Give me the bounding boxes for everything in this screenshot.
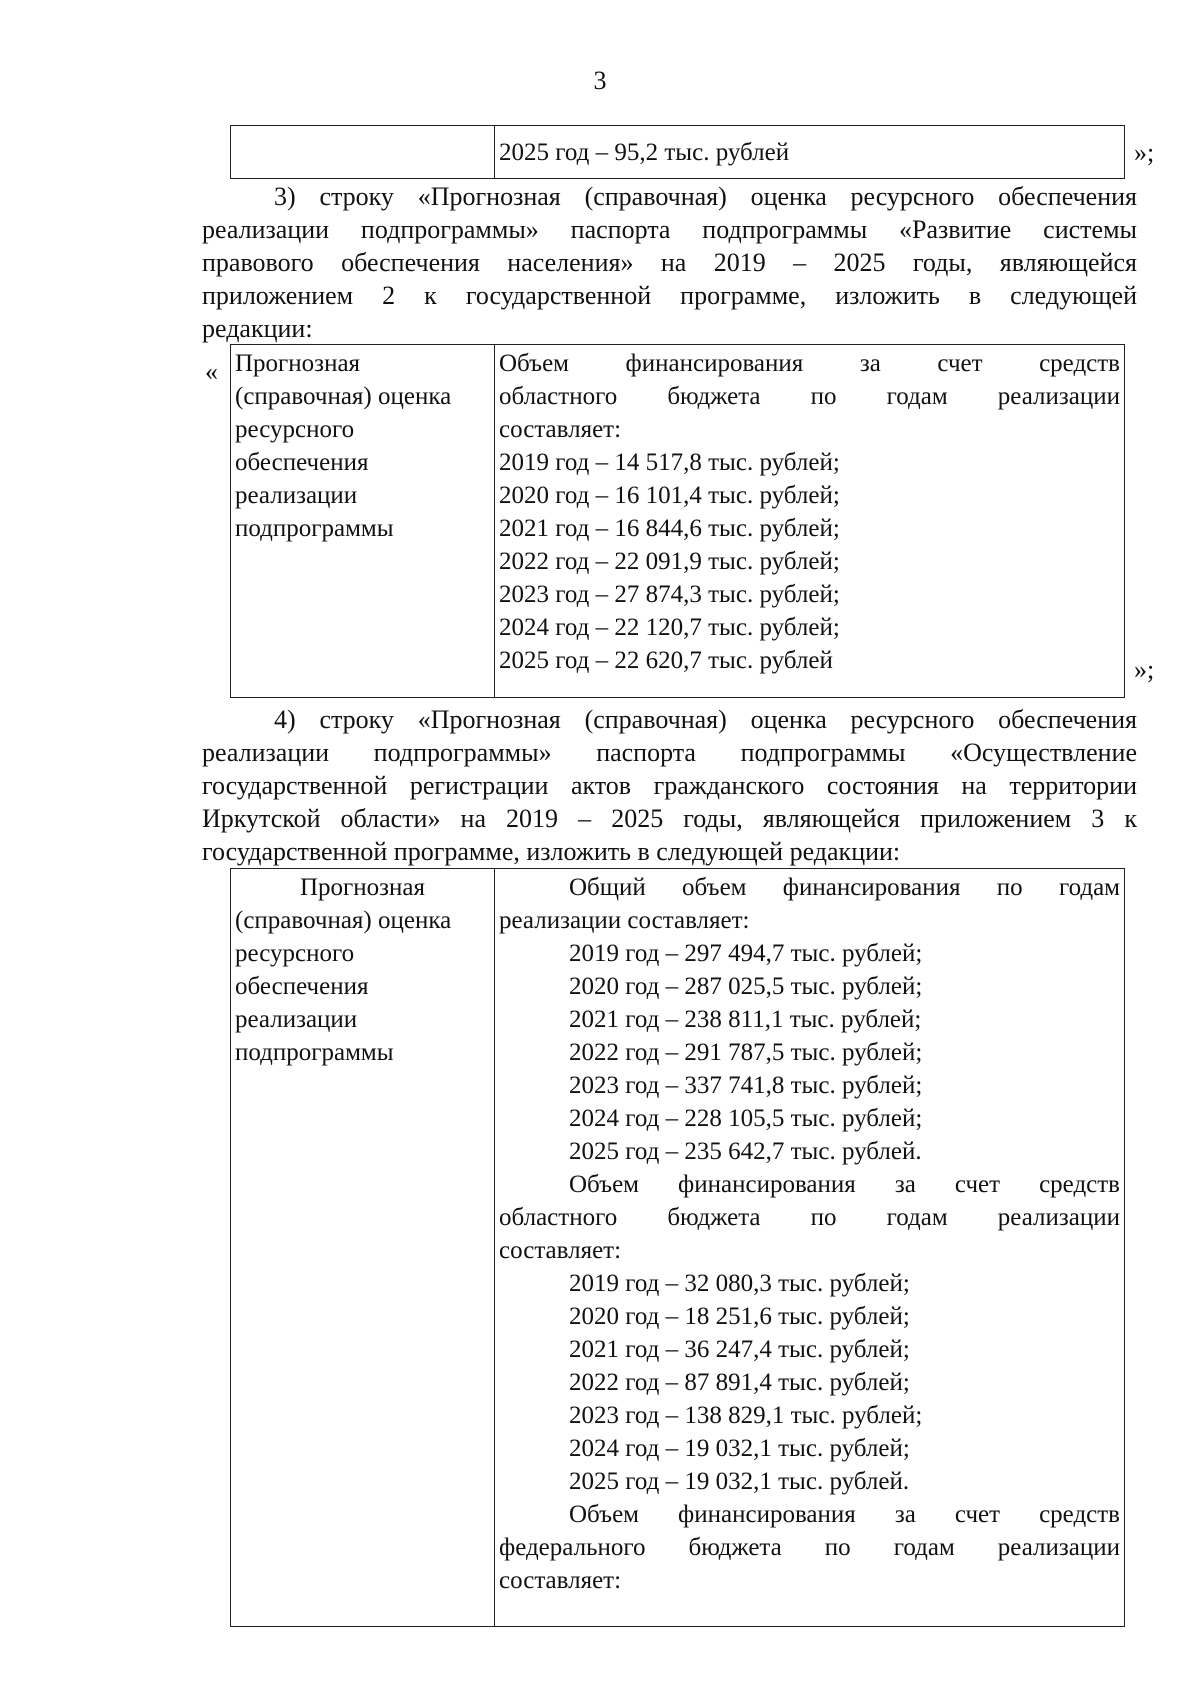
empty-cell (231, 126, 495, 179)
value-line: составляет: (499, 1567, 622, 1594)
value-line: 2021 год – 238 811,1 тыс. рублей; (569, 1006, 922, 1033)
value-line: областного бюджета по годам реализации (499, 383, 1120, 410)
paragraph-line: Иркутской области» на 2019 – 2025 годы, являющейся приложением 3 к (202, 804, 1137, 833)
page-number: 3 (593, 66, 607, 95)
value-line: федерального бюджета по годам реализации (499, 1534, 1120, 1561)
paragraph-line: 4) строку «Прогнозная (справочная) оценка ресурсного обеспечения (274, 705, 1137, 734)
closing-quote: »; (1134, 138, 1155, 167)
value-line: составляет: (499, 1237, 622, 1264)
label-line: Прогнозная (235, 350, 361, 377)
continuation-table (230, 125, 1125, 179)
value-cell (495, 869, 1125, 1627)
value-line: Объем финансирования за счет средств (569, 1171, 1120, 1198)
label-line: (справочная) оценка (235, 907, 452, 934)
label-line: подпрограммы (235, 1039, 394, 1066)
paragraph-line: реализации подпрограммы» паспорта подпрограммы «Осуществление (202, 738, 1137, 767)
value-line: Объем финансирования за счет средств (569, 1501, 1120, 1528)
paragraph-4 (202, 703, 1137, 868)
value-line: 2025 год – 235 642,7 тыс. рублей. (569, 1138, 922, 1165)
value-line: 2023 год – 337 741,8 тыс. рублей; (569, 1072, 923, 1099)
label-cell (231, 869, 495, 1627)
paragraph-3 (202, 180, 1137, 345)
value-line: 2024 год – 19 032,1 тыс. рублей; (569, 1435, 910, 1462)
label-line: (справочная) оценка (235, 383, 452, 410)
paragraph-line: 3) строку «Прогнозная (справочная) оценка ресурсного обеспечения (274, 182, 1137, 211)
value-line: 2024 год – 228 105,5 тыс. рублей; (569, 1105, 923, 1132)
value-line: 2019 год – 297 494,7 тыс. рублей; (569, 940, 923, 967)
funding-table-subprogram-3 (230, 868, 1125, 1627)
label-line: реализации (235, 482, 358, 509)
paragraph-line: правового обеспечения населения» на 2019 – 2025 годы, являющейся (202, 248, 1137, 277)
value-line: областного бюджета по годам реализации (499, 1204, 1120, 1231)
label-line: Прогнозная (299, 874, 426, 901)
value-line: 2022 год – 22 091,9 тыс. рублей; (499, 548, 840, 575)
value-line: 2025 год – 22 620,7 тыс. рублей (499, 647, 833, 674)
value-line: Общий объем финансирования по годам (569, 874, 1120, 901)
value-line: 2019 год – 14 517,8 тыс. рублей; (499, 449, 840, 476)
value-line: 2022 год – 87 891,4 тыс. рублей; (569, 1369, 910, 1396)
value-line: 2019 год – 32 080,3 тыс. рублей; (569, 1270, 910, 1297)
label-line: обеспечения (235, 449, 369, 476)
closing-quote: »; (1134, 655, 1155, 684)
label-line: подпрограммы (235, 515, 394, 542)
year-cell: 2025 год – 95,2 тыс. рублей (495, 126, 1125, 179)
value-line: 2021 год – 16 844,6 тыс. рублей; (499, 515, 840, 542)
paragraph-line: приложением 2 к государственной программе, изложить в следующей (202, 281, 1137, 310)
paragraph-line: реализации подпрограммы» паспорта подпрограммы «Развитие системы (202, 215, 1137, 244)
label-line: реализации (235, 1006, 358, 1033)
value-line: 2022 год – 291 787,5 тыс. рублей; (569, 1039, 923, 1066)
value-line: Объем финансирования за счет средств (499, 350, 1120, 377)
paragraph-line: государственной программе, изложить в следующей редакции: (202, 837, 901, 866)
value-line: 2023 год – 138 829,1 тыс. рублей; (569, 1402, 923, 1429)
value-line: 2020 год – 18 251,6 тыс. рублей; (569, 1303, 910, 1330)
value-line: 2023 год – 27 874,3 тыс. рублей; (499, 581, 840, 608)
value-line: составляет: (499, 416, 622, 443)
value-line: 2021 год – 36 247,4 тыс. рублей; (569, 1336, 910, 1363)
paragraph-line: государственной регистрации актов гражданского состояния на территории (202, 771, 1137, 800)
label-line: ресурсного (235, 416, 355, 443)
value-line: 2024 год – 22 120,7 тыс. рублей; (499, 614, 840, 641)
label-cell (231, 345, 495, 698)
paragraph-line: редакции: (202, 314, 313, 343)
label-line: ресурсного (235, 940, 355, 967)
value-line: реализации составляет: (499, 907, 750, 934)
value-line: 2025 год – 19 032,1 тыс. рублей. (569, 1468, 910, 1495)
opening-quote: « (205, 357, 218, 386)
label-line: обеспечения (235, 973, 369, 1000)
value-line: 2020 год – 287 025,5 тыс. рублей; (569, 973, 923, 1000)
value-cell (495, 345, 1125, 698)
value-line: 2020 год – 16 101,4 тыс. рублей; (499, 482, 840, 509)
funding-table-subprogram-2 (230, 344, 1125, 698)
